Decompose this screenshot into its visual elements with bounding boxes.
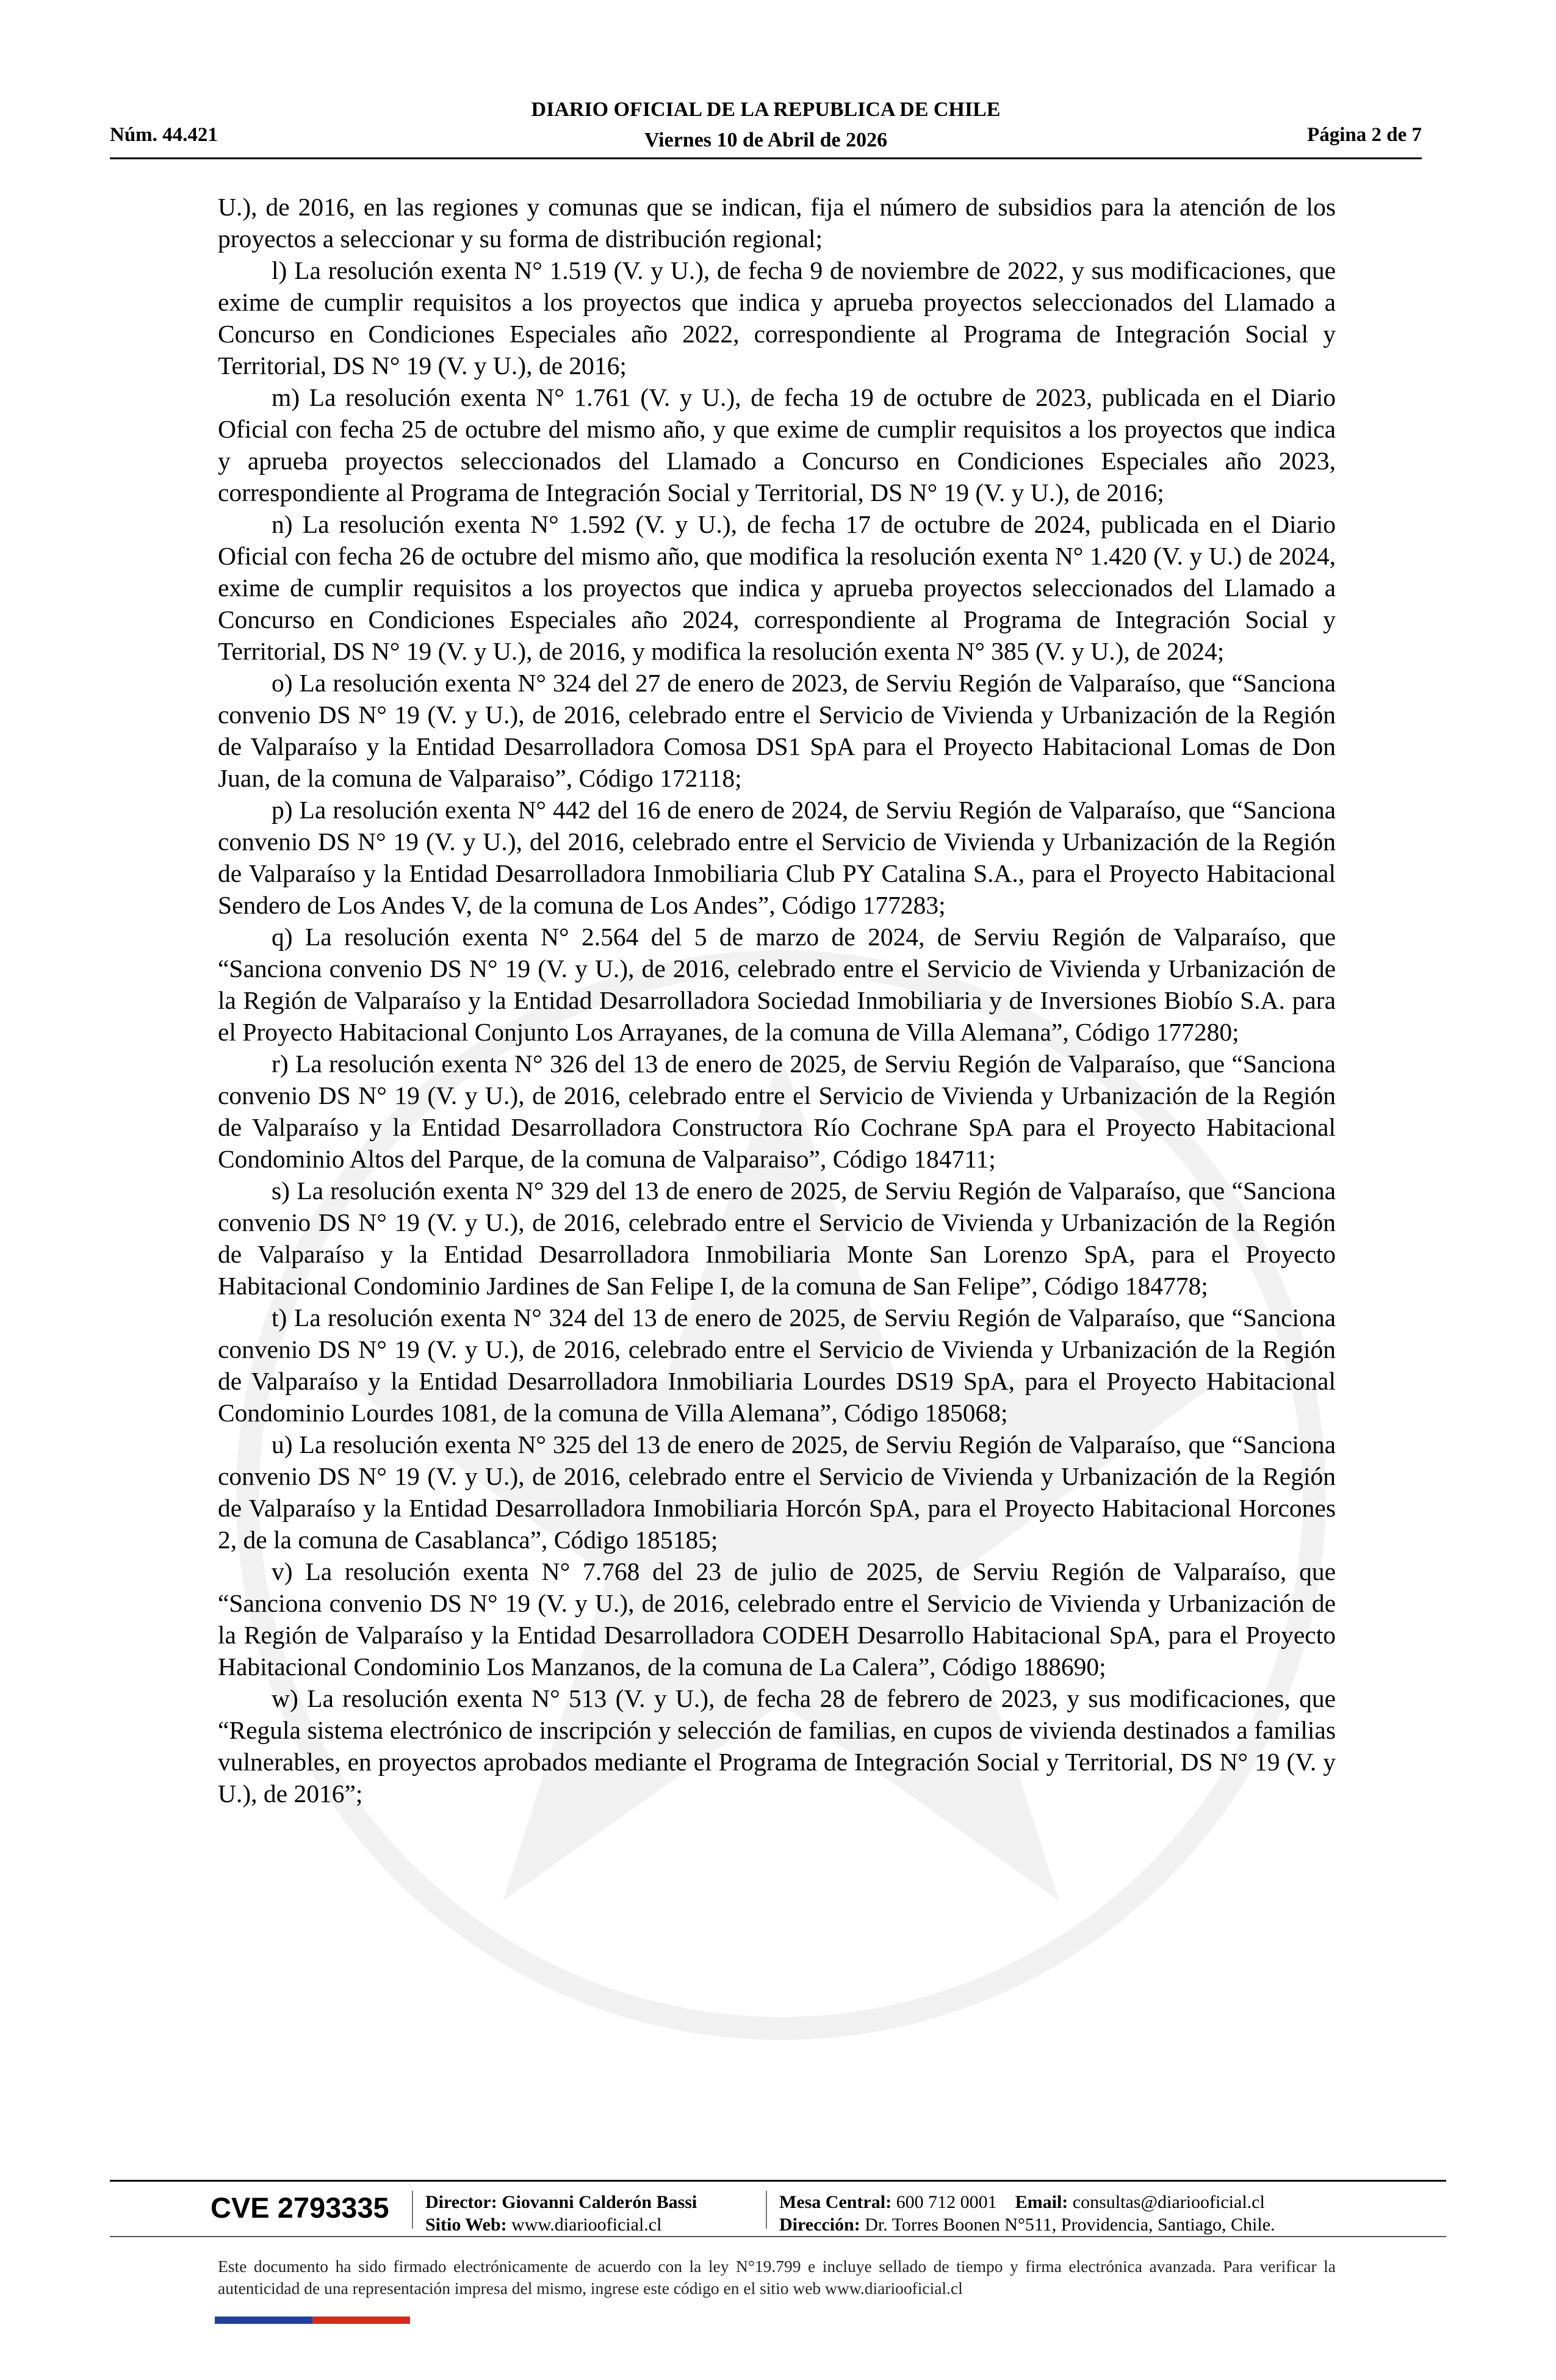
footer-divider <box>110 2180 1446 2182</box>
paragraph: U.), de 2016, en las regiones y comunas que se indican, fija el número de subsidios para la atención de los proyectos a seleccionar y su forma de distribución regional; <box>218 193 1336 253</box>
website-label: Sitio Web: <box>425 2215 507 2235</box>
paragraph: m) La resolución exenta N° 1.761 (V. y U.), de fecha 19 de octubre de 2023, publicada en el Diario Oficial con fecha 25 de octubre del mismo año, y que exime de cumplir requisitos a los proyectos que indica y aprueba proyectos seleccionados del Llamado a Concurso en Condiciones Especiales año 2023, correspondiente al Programa de Integración Social y Territorial, DS N° 19 (V. y U.), de 2016; <box>218 383 1336 507</box>
issue-number: Núm. 44.421 <box>110 124 218 146</box>
paragraph: n) La resolución exenta N° 1.592 (V. y U.), de fecha 17 de octubre de 2024, publicada en el Diario Oficial con fecha 26 de octubre del mismo año, que modifica la resolución exenta N° 1.420 (V. y U.) de 2024, exime de cumplir requisitos a los proyectos que indica y aprueba proyectos seleccionados del Llamado a Concurso en Condiciones Especiales año 2024, correspondiente al Programa de Integración Social y Territorial, DS N° 19 (V. y U.), de 2016, y modifica la resolución exenta N° 385 (V. y U.), de 2024; <box>218 510 1336 665</box>
address-text: Dr. Torres Boonen N°511, Providencia, Santiago, Chile. <box>865 2215 1275 2235</box>
paragraph: o) La resolución exenta N° 324 del 27 de enero de 2023, de Serviu Región de Valparaíso, que “Sanciona convenio DS N° 19 (V. y U.), de 2016, celebrado entre el Servicio de Vivienda y Urbanización de la Región de Valparaíso y la Entidad Desarrolladora Comosa DS1 SpA para el Proyecto Habitacional Lomas de Don Juan, de la comuna de Valparaiso”, Código 172118; <box>218 669 1336 792</box>
email-link[interactable]: consultas@diariooficial.cl <box>1072 2192 1265 2212</box>
paragraph: r) La resolución exenta N° 326 del 13 de enero de 2025, de Serviu Región de Valparaíso, que “Sanciona convenio DS N° 19 (V. y U.), de 2016, celebrado entre el Servicio de Vivienda y Urbanización de la Región de Valparaíso y la Entidad Desarrolladora Constructora Río Cochrane SpA para el Proyecto Habitacional Condominio Altos del Parque, de la comuna de Valparaiso”, Código 184711; <box>218 1050 1336 1173</box>
flag-red-segment <box>312 2317 410 2324</box>
header-divider <box>110 157 1422 159</box>
publication-title: DIARIO OFICIAL DE LA REPUBLICA DE CHILE <box>531 98 1001 121</box>
phone-number: 600 712 0001 <box>896 2192 997 2212</box>
footer-separator <box>766 2191 767 2229</box>
address-label: Dirección: <box>779 2215 860 2235</box>
paragraph: u) La resolución exenta N° 325 del 13 de enero de 2025, de Serviu Región de Valparaíso, que “Sanciona convenio DS N° 19 (V. y U.), de 2016, celebrado entre el Servicio de Vivienda y Urbanización de la Región de Valparaíso y la Entidad Desarrolladora Inmobiliaria Horcón SpA, para el Proyecto Habitacional Horcones 2, de la comuna de Casablanca”, Código 185185; <box>218 1430 1336 1554</box>
email-label: Email: <box>1015 2192 1068 2212</box>
cve-code: CVE 2793335 <box>211 2191 389 2224</box>
phone-label: Mesa Central: <box>779 2192 892 2212</box>
paragraph: l) La resolución exenta N° 1.519 (V. y U.), de fecha 9 de noviembre de 2022, y sus modificaciones, que exime de cumplir requisitos a los proyectos que indica y aprueba proyectos seleccionados del Llamado a Concurso en Condiciones Especiales año 2022, correspondiente al Programa de Integración Social y Territorial, DS N° 19 (V. y U.), de 2016; <box>218 256 1336 380</box>
publication-heading <box>110 95 1422 156</box>
publication-date: Viernes 10 de Abril de 2026 <box>644 129 888 151</box>
website-link[interactable]: www.diariooficial.cl <box>511 2215 662 2235</box>
paragraph: v) La resolución exenta N° 7.768 del 23 de julio de 2025, de Serviu Región de Valparaíso, que “Sanciona convenio DS N° 19 (V. y U.), de 2016, celebrado entre el Servicio de Vivienda y Urbanización de la Región de Valparaíso y la Entidad Desarrolladora CODEH Desarrollo Habitacional SpA, para el Proyecto Habitacional Condominio Los Manzanos, de la comuna de La Calera”, Código 188690; <box>218 1557 1336 1681</box>
document-body <box>218 191 1336 1809</box>
director-block <box>425 2191 697 2236</box>
legal-notice: Este documento ha sido firmado electrónicamente de acuerdo con la ley N°19.799 e incluye sellado de tiempo y firma electrónica avanzada. Para verificar la autenticidad de una representación impresa del mismo, ingrese este código en el sitio web www.diariooficial.cl <box>218 2257 1336 2298</box>
paragraph: t) La resolución exenta N° 324 del 13 de enero de 2025, de Serviu Región de Valparaíso, que “Sanciona convenio DS N° 19 (V. y U.), de 2016, celebrado entre el Servicio de Vivienda y Urbanización de la Región de Valparaíso y la Entidad Desarrolladora Inmobiliaria Lourdes DS19 SpA, para el Proyecto Habitacional Condominio Lourdes 1081, de la comuna de Villa Alemana”, Código 185068; <box>218 1304 1336 1427</box>
director-label: Director: <box>425 2192 497 2212</box>
contact-block <box>779 2191 1275 2236</box>
page-header <box>110 95 1422 156</box>
paragraph: q) La resolución exenta N° 2.564 del 5 de marzo de 2024, de Serviu Región de Valparaíso, que “Sanciona convenio DS N° 19 (V. y U.), de 2016, celebrado entre el Servicio de Vivienda y Urbanización de la Región de Valparaíso y la Entidad Desarrolladora Sociedad Inmobiliaria y de Inversiones Biobío S.A. para el Proyecto Habitacional Conjunto Los Arrayanes, de la comuna de Villa Alemana”, Código 177280; <box>218 923 1336 1046</box>
footer-separator <box>412 2191 413 2229</box>
chile-flag-stripe <box>215 2317 410 2324</box>
paragraph: p) La resolución exenta N° 442 del 16 de enero de 2024, de Serviu Región de Valparaíso, que “Sanciona convenio DS N° 19 (V. y U.), del 2016, celebrado entre el Servicio de Vivienda y Urbanización de la Región de Valparaíso y la Entidad Desarrolladora Inmobiliaria Club PY Catalina S.A., para el Proyecto Habitacional Sendero de Los Andes V, de la comuna de Los Andes”, Código 177283; <box>218 796 1336 919</box>
footer-divider-secondary <box>110 2236 1446 2237</box>
flag-blue-segment <box>215 2317 312 2324</box>
page-number: Página 2 de 7 <box>1307 124 1422 146</box>
paragraph: w) La resolución exenta N° 513 (V. y U.), de fecha 28 de febrero de 2023, y sus modificaciones, que “Regula sistema electrónico de inscripción y selección de familias, en cupos de vivienda destinados a familias vulnerables, en proyectos aprobados mediante el Programa de Integración Social y Territorial, DS N° 19 (V. y U.), de 2016”; <box>218 1684 1336 1808</box>
paragraph: s) La resolución exenta N° 329 del 13 de enero de 2025, de Serviu Región de Valparaíso, que “Sanciona convenio DS N° 19 (V. y U.), de 2016, celebrado entre el Servicio de Vivienda y Urbanización de la Región de Valparaíso y la Entidad Desarrolladora Inmobiliaria Monte San Lorenzo SpA, para el Proyecto Habitacional Condominio Jardines de San Felipe I, de la comuna de San Felipe”, Código 184778; <box>218 1177 1336 1300</box>
director-name: Giovanni Calderón Bassi <box>502 2192 697 2212</box>
